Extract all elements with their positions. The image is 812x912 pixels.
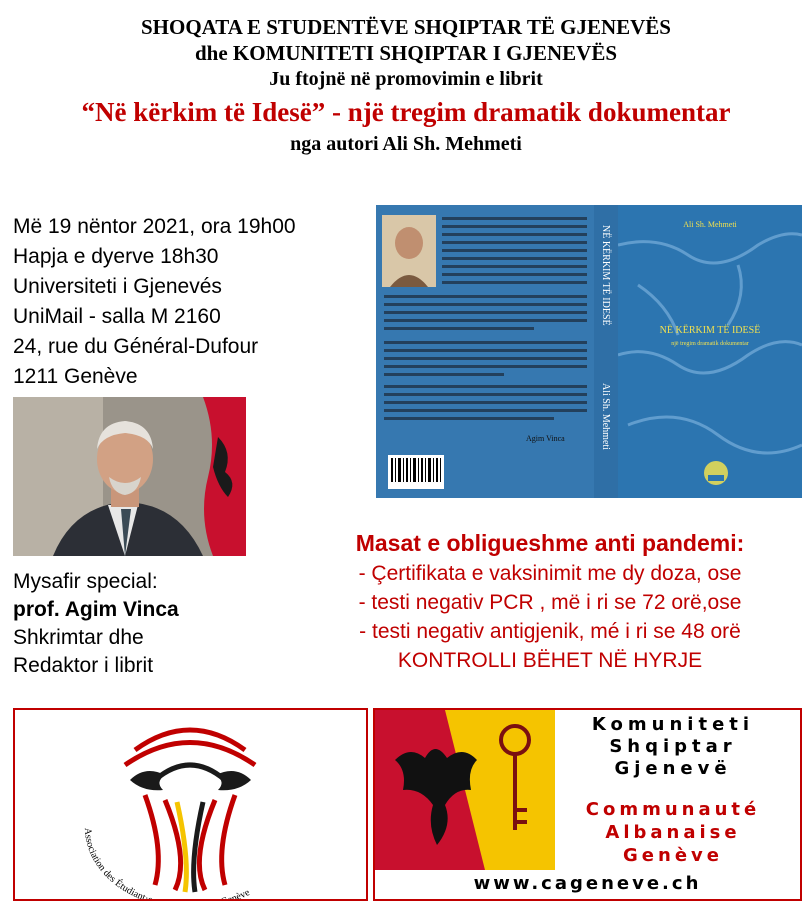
community-line-6: Genève (623, 845, 723, 866)
community-logo (373, 708, 802, 901)
author-line: nga autori Ali Sh. Mehmeti (290, 133, 522, 155)
community-name-french (553, 798, 793, 867)
organizer-students: SHOQATA E STUDENTËVE SHQIPTAR TË GJENEVËS (140, 15, 671, 39)
svg-text:Association des Étudiant·e·s A (82, 827, 252, 899)
entry-control-notice: KONTROLLI BËHET NË HYRJE (397, 649, 703, 672)
event-details (13, 212, 296, 392)
front-subtitle: një tregim dramatik dokumentar (671, 341, 749, 347)
association-arc-text: Association des Étudiant· nève (81, 827, 252, 899)
invitation-line: Ju ftojnë në promovimin e librit (269, 68, 543, 90)
event-city: 1211 Genève (13, 365, 138, 388)
measures-title: Masat e obligueshme anti pandemi: (355, 530, 745, 556)
albania-geneva-flag-icon (375, 710, 555, 870)
guest-role-line2: Redaktor i librit (13, 654, 154, 677)
publisher-emblem-icon (704, 461, 728, 485)
eagle-logo-icon (15, 710, 366, 899)
spine-author: Ali Sh. Mehmeti (600, 383, 611, 450)
back-cover-art (376, 205, 594, 498)
community-line-2: Shqiptar (609, 736, 737, 757)
book-front-cover (618, 205, 802, 498)
measure-item: - Çertifikata e vaksinimit me dy doza, ose (358, 562, 742, 585)
measure-item: - testi negativ antigjenik, mé i ri se 48 orë (359, 620, 741, 643)
pandemic-measures (296, 527, 804, 675)
event-street: 24, rue du Général-Dufour (13, 335, 259, 358)
community-line-3: Gjenevë (614, 758, 732, 779)
special-guest (13, 568, 179, 680)
guest-name: prof. Agim Vinca (13, 598, 179, 621)
book-title: “Në kërkim të Idesë” - një tregim dramatik dokumentar (81, 97, 731, 127)
front-cover-art (618, 205, 802, 498)
guest-role-line1: Shkrimtar dhe (13, 626, 144, 649)
guest-photo (13, 397, 246, 556)
community-name-albanian (553, 714, 793, 780)
book-cover (376, 205, 802, 498)
guest-label: Mysafir special: (13, 570, 158, 593)
community-line-5: Albanaise (605, 822, 741, 843)
event-date-time: Më 19 nëntor 2021, ora 19h00 (13, 215, 296, 238)
student-association-logo (13, 708, 368, 901)
community-line-4: Communauté (585, 799, 761, 820)
front-author: Ali Sh. Mehmeti (683, 220, 737, 229)
front-title: NË KËRKIM TË IDESË (659, 325, 761, 336)
event-room: UniMail - salla M 2160 (13, 305, 221, 328)
book-spine (594, 205, 618, 498)
community-website: www.cageneve.ch (473, 873, 702, 894)
measure-item: - testi negativ PCR , më i ri se 72 orë,ose (358, 591, 742, 614)
event-doors: Hapja e dyerve 18h30 (13, 245, 219, 268)
event-venue: Universiteti i Gjenevés (13, 275, 222, 298)
spine-art (594, 205, 618, 498)
organizer-community: dhe KOMUNITETI SHQIPTAR I GJENEVËS (194, 41, 618, 65)
book-back-cover (376, 205, 594, 498)
community-line-1: Komuniteti (591, 714, 755, 735)
invitation-header (0, 14, 812, 158)
back-signature: Agim Vinca (526, 434, 565, 443)
guest-portrait-illustration (13, 397, 246, 556)
spine-title: NË KËRKIM TË IDESË (600, 225, 611, 326)
